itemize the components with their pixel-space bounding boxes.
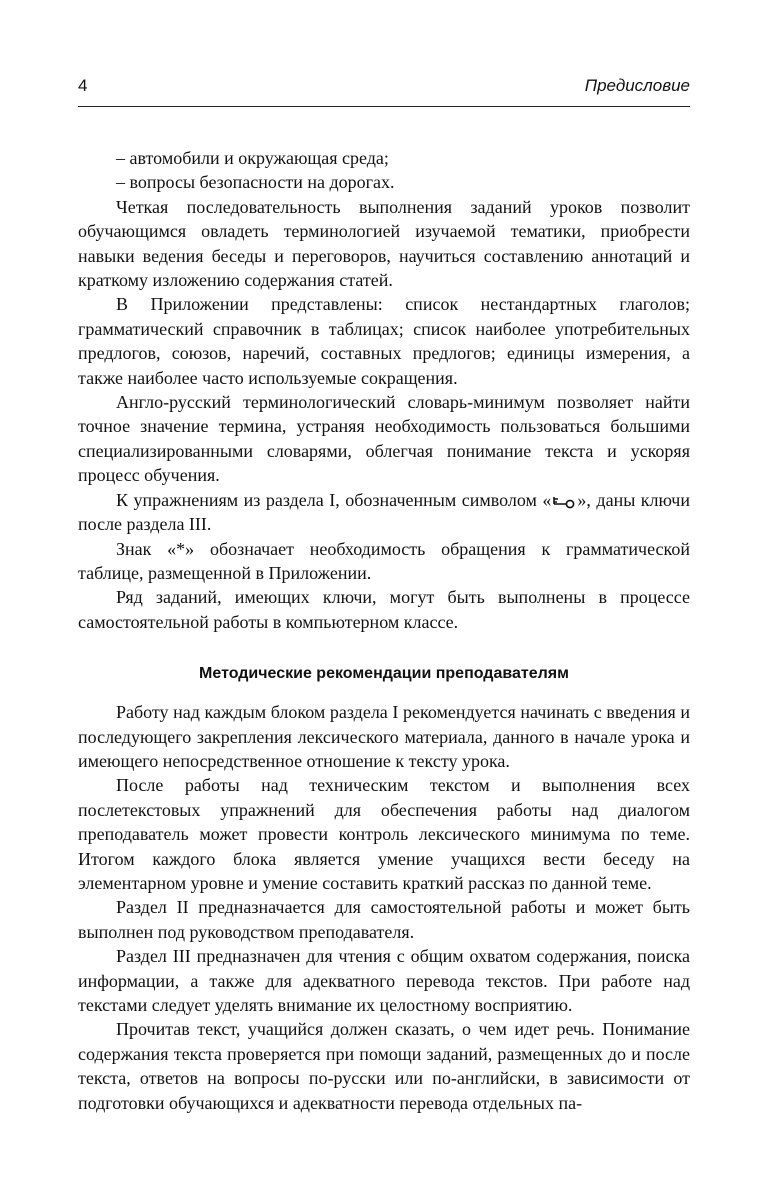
paragraph: Прочитав текст, учащийся должен сказать, о чем идет речь. Понимание содержания текста проверяется при помощи заданий, размещенных до и после текста, ответов на вопросы по-русски или по-английски, в зависимости от подготовки обучающихся и адекватности перевода отдельных па- [78,1019,690,1113]
keys-paragraph-before: К упражнениям из раздела I, обозначенным символом « [116,489,552,510]
paragraph: Знак «*» обозначает необходимость обращения к грамматической таблице, размещенной в Приложении. [78,538,690,583]
keys-paragraph [78,488,690,537]
page-header [78,76,690,107]
paragraph: Работу над каждым блоком раздела I рекомендуется начинать с введения и последующего закрепления лексического материала, данного в начале урока и имеющего непосредственное отношение к тексту урока. [78,702,690,771]
list-item: – вопросы безопасности на дорогах. [116,172,395,193]
paragraph: Четкая последовательность выполнения заданий уроков позволит обучающимся овладеть терминологией изучаемой тематики, приобрести навыки ведения беседы и переговоров, научиться составлению аннотаций и краткому изложению содержания статей. [78,196,690,291]
paragraph: Ряд заданий, имеющих ключи, могут быть выполнены в процессе самостоятельной работы в компьютерном классе. [78,587,690,632]
section-heading: Методические рекомендации преподавателям [199,665,569,683]
paragraph: Англо-русский терминологический словарь-минимум позволяет найти точное значение термина, устраняя необходимость пользоваться большими специализированными словарями, облегчая понимание текста и ускоряя процесс обучения. [78,392,690,486]
page-body [78,146,690,1115]
list-item: – автомобили и окружающая среда; [116,148,389,168]
page-number: 4 [78,76,88,95]
keys-paragraph-after: », даны ключи после раздела III. [78,489,690,535]
paragraph: После работы над техническим текстом и выполнения всех послетекстовых упражнений для обеспечения работы над диалогом преподаватель может провести контроль лексического минимума по теме. Итогом каждого блока является умение учащихся вести беседу на элементарном уровне и умение составить краткий рассказ по данной теме. [78,775,690,893]
running-head: Предисловие [584,76,690,95]
key-icon [551,495,577,509]
paragraph: Раздел II предназначается для самостоятельной работы и может быть выполнен под руководством преподавателя. [78,897,690,942]
paragraph: В Приложении представлены: список нестандартных глаголов; грамматический справочник в таблицах; список наиболее употребительных предлогов, союзов, наречий, составных предлогов; единицы измерения, а также наиболее часто используемые сокращения. [78,294,690,388]
paragraph: Раздел III предназначен для чтения с общим охватом содержания, поиска информации, а также для адекватного перевода текстов. При работе над текстами следует уделять внимание их целостному восприятию. [78,946,690,1015]
